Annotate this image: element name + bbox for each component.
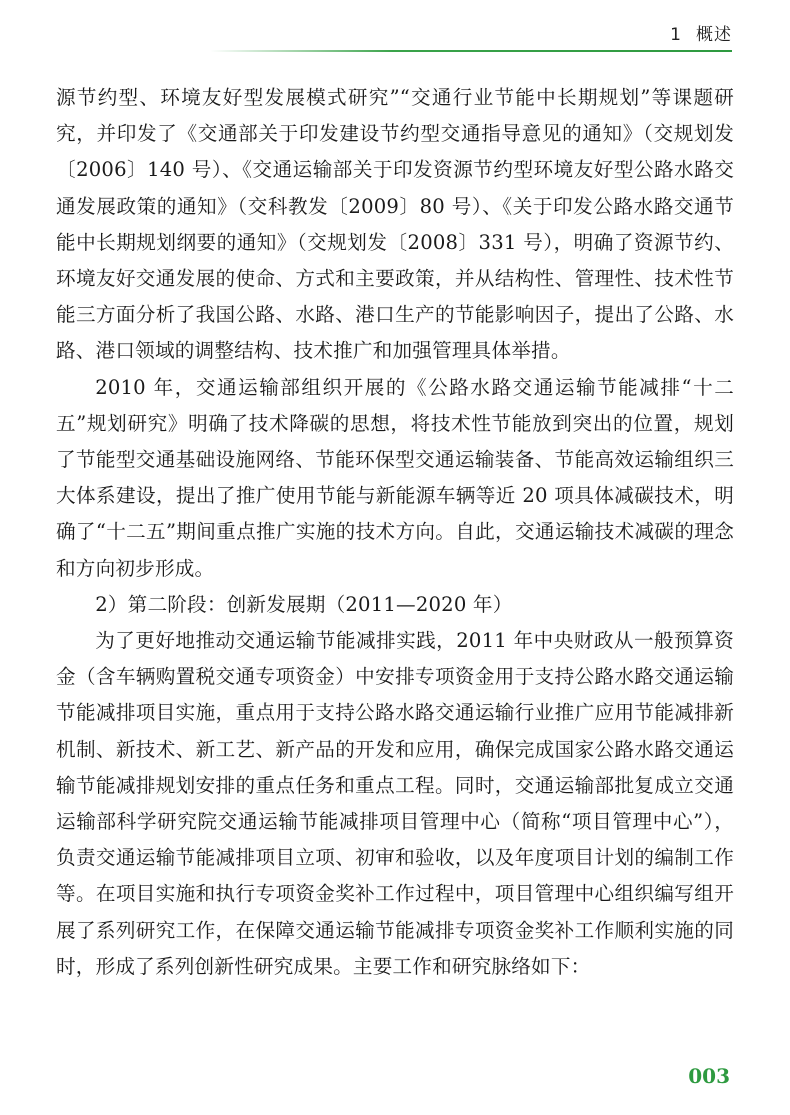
running-head (670, 20, 732, 45)
body-text (56, 80, 734, 985)
chapter-title: 概述 (696, 25, 732, 45)
paragraph-stage-2: 为了更好地推动交通运输节能减排实践，2011 年中央财政从一般预算资金（含车辆购置税交通专项资金）中安排专项资金用于支持公路水路交通运输节能减排项目实施，重点用于支持公路水路交通运输行业推广应用节能减排新机制、新技术、新工艺、新产品的开发和应用，确保完成国家公路水路交通运输节能减排规划安排的重点任务和重点工程。同时，交通运输部批复成立交通运输部科学研究院交通运输节能减排项目管理中心（简称“项目管理中心”），负责交通运输节能减排项目立项、初审和验收，以及年度项目计划的编制工作等。在项目实施和执行专项资金奖补工作过程中，项目管理中心组织编写组开展了系列研究工作，在保障交通运输节能减排专项资金奖补工作顺利实施的同时，形成了系列创新性研究成果。主要工作和研究脉络如下： (56, 629, 734, 978)
paragraph-2010-plan: 2010 年，交通运输部组织开展的《公路水路交通运输节能减排“十二五”规划研究》明确了技术降碳的思想，将技术性节能放到突出的位置，规划了节能型交通基础设施网络、节能环保型交通运输装备、节能高效运输组织三大体系建设，提出了推广使用节能与新能源车辆等近 20 项具体减碳技术，明确了“十二五”期间重点推广实施的技术方向。自此，交通运输技术减碳的理念和方向初步形成。 (56, 375, 734, 580)
section-heading-stage-2: 2）第二阶段：创新发展期（2011—2020 年） (95, 592, 513, 616)
header-rule (210, 50, 732, 52)
chapter-number: 1 (670, 25, 682, 45)
page-header (0, 0, 790, 60)
page-number: 003 (688, 1064, 730, 1088)
paragraph-continued: 源节约型、环境友好型发展模式研究”“交通行业节能中长期规划”等课题研究，并印发了《交通部关于印发建设节约型交通指导意见的通知》（交规划发〔2006〕140 号）、《交通运输部关于印发资源节约型环境友好型公路水路交通发展政策的通知》（交科教发〔2009〕80 号）、《关于印发公路水路交通节能中长期规划纲要的通知》（交规划发〔2008〕331 号），明确了资源节约、环境友好交通发展的使命、方式和主要政策，并从结构性、管理性、技术性节能三方面分析了我国公路、水路、港口生产的节能影响因子，提出了公路、水路、港口领域的调整结构、技术推广和加强管理具体举措。 (56, 86, 734, 363)
